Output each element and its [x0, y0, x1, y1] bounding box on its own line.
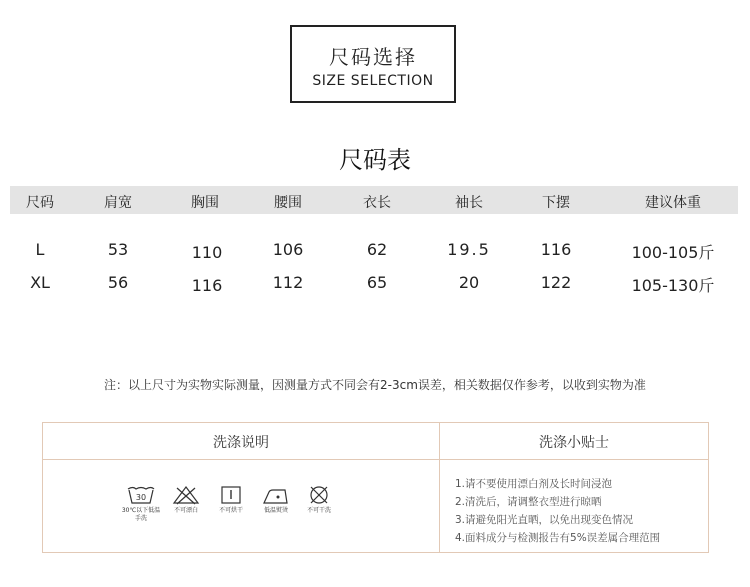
- size-selection-title-en: SIZE SELECTION: [312, 73, 434, 89]
- table-cell: 105-130斤: [631, 276, 715, 295]
- table-cell: 112: [272, 273, 304, 292]
- table-cell: 56: [107, 273, 129, 292]
- header-waist: 腰围: [274, 195, 302, 211]
- wash-30-label: 30℃以下低温手洗: [121, 507, 161, 522]
- header-length: 衣长: [363, 195, 391, 211]
- header-sleeve: 袖长: [455, 195, 483, 211]
- table-cell: 122: [540, 273, 572, 292]
- care-tip: 3.请避免阳光直晒，以免出现变色情况: [455, 514, 634, 526]
- header-size: 尺码: [26, 195, 54, 211]
- care-tip: 1.请不要使用漂白剂及长时间浸泡: [455, 478, 613, 490]
- table-cell: 65: [366, 273, 388, 292]
- measurement-note: 注：以上尺寸为实物实际测量，因测量方式不同会有2-3cm误差，相关数据仅作参考，以收到实物为准: [104, 378, 646, 392]
- table-cell: 53: [107, 240, 129, 259]
- table-cell: 110: [191, 243, 223, 262]
- care-tip: 4.面料成分与检测报告有5%误差属合理范围: [455, 532, 661, 544]
- table-cell: 116: [191, 276, 223, 295]
- care-tips-list: [455, 475, 660, 547]
- header-weight: 建议体重: [645, 195, 701, 211]
- table-cell: 62: [366, 240, 388, 259]
- size-selection-title-zh: 尺码选择: [329, 45, 417, 69]
- header-bust: 胸围: [191, 195, 219, 211]
- table-cell: 19.5: [447, 240, 491, 259]
- size-chart-title: 尺码表: [339, 146, 411, 174]
- table-cell: 106: [272, 240, 304, 259]
- no-tumble-dry-icon: [211, 485, 251, 515]
- header-hem: 下摆: [542, 195, 570, 211]
- care-tip: 2.清洗后，请调整衣型进行晾晒: [455, 496, 602, 508]
- table-cell: 100-105斤: [631, 243, 715, 262]
- no-bleach-icon: [166, 485, 206, 515]
- no-dry-clean-icon: [299, 485, 339, 515]
- low-iron-icon: [256, 485, 296, 515]
- low-iron-label: 低温熨烫: [263, 507, 288, 514]
- no-tumble-dry-label: 不可烘干: [218, 507, 243, 514]
- table-cell: 116: [540, 240, 572, 259]
- header-shoulder: 肩宽: [104, 195, 132, 211]
- table-cell: 20: [458, 273, 480, 292]
- svg-text:30: 30: [135, 493, 147, 502]
- care-right-title: 洗涤小贴士: [539, 435, 609, 451]
- no-dry-clean-label: 不可干洗: [306, 507, 331, 514]
- no-bleach-label: 不可漂白: [173, 507, 198, 514]
- care-left-title: 洗涤说明: [213, 435, 269, 451]
- care-instructions-box: [42, 422, 709, 553]
- size-selection-title-box: [290, 25, 456, 103]
- table-cell: XL: [30, 273, 50, 292]
- care-horizontal-divider: [43, 459, 708, 460]
- table-cell: L: [35, 240, 45, 259]
- wash-30-icon: [121, 485, 161, 523]
